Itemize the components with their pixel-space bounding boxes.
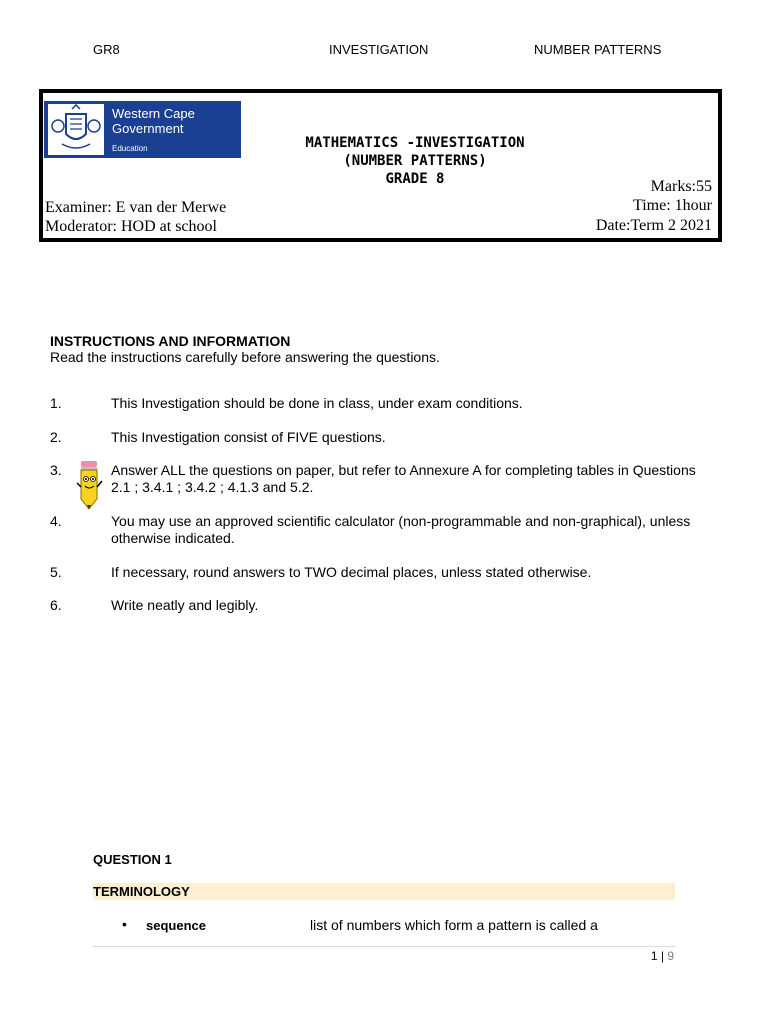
item-number: 6. (50, 597, 62, 613)
item-number: 3. (50, 462, 62, 478)
term-definition: list of numbers which form a pattern is called a (310, 917, 598, 933)
question-heading: QUESTION 1 (93, 852, 172, 867)
page-separator: | (660, 949, 664, 963)
instruction-item: You may use an approved scientific calculator (non-programmable and non-graphical), unless otherwise indicated. (111, 513, 691, 546)
item-number: 4. (50, 513, 62, 529)
current-page: 1 (650, 949, 658, 963)
section-heading: TERMINOLOGY (93, 884, 190, 899)
header-grade: GR8 (93, 42, 120, 57)
logo-line-2: Government (112, 121, 184, 136)
wcg-logo (44, 101, 241, 158)
logo-line-3: Education (112, 144, 148, 153)
instruction-item: This Investigation consist of FIVE questions. (111, 429, 386, 445)
examiner-text: Examiner: E van der Merwe (45, 199, 227, 216)
instructions-heading: INSTRUCTIONS AND INFORMATION (50, 333, 291, 349)
item-number: 1. (50, 395, 62, 411)
logo-line-1: Western Cape (112, 106, 195, 121)
instruction-item: This Investigation should be done in class, under exam conditions. (111, 395, 523, 411)
date-text: Date:Term 2 2021 (595, 217, 712, 234)
page-number (651, 949, 674, 963)
moderator-text: Moderator: HOD at school (45, 218, 217, 235)
pencil-mascot-icon (73, 459, 105, 511)
coat-of-arms-icon (48, 104, 104, 155)
instructions-intro: Read the instructions carefully before answering the questions. (50, 349, 440, 365)
marks-text: Marks:55 (650, 178, 712, 195)
header-topic: NUMBER PATTERNS (534, 42, 662, 57)
time-text: Time: 1hour (633, 197, 712, 214)
instruction-item: If necessary, round answers to TWO decimal places, unless stated otherwise. (111, 564, 592, 580)
doc-grade: GRADE 8 (385, 171, 445, 187)
instruction-item: Answer ALL the questions on paper, but refer to Annexure A for completing tables in Questions 2.1 ; 3.4.1 ; 3.4.2 ; 4.1.3 and 5.2. (111, 462, 696, 495)
doc-title: MATHEMATICS -INVESTIGATION (305, 135, 525, 151)
footer-divider (93, 946, 675, 947)
instruction-item: Write neatly and legibly. (111, 597, 259, 613)
doc-subtitle: (NUMBER PATTERNS) (343, 153, 487, 169)
item-number: 2. (50, 429, 62, 445)
header-type: INVESTIGATION (329, 42, 429, 57)
item-number: 5. (50, 564, 62, 580)
total-pages: 9 (667, 949, 674, 963)
bullet-icon: • (122, 916, 127, 932)
term-label: sequence (146, 918, 206, 933)
